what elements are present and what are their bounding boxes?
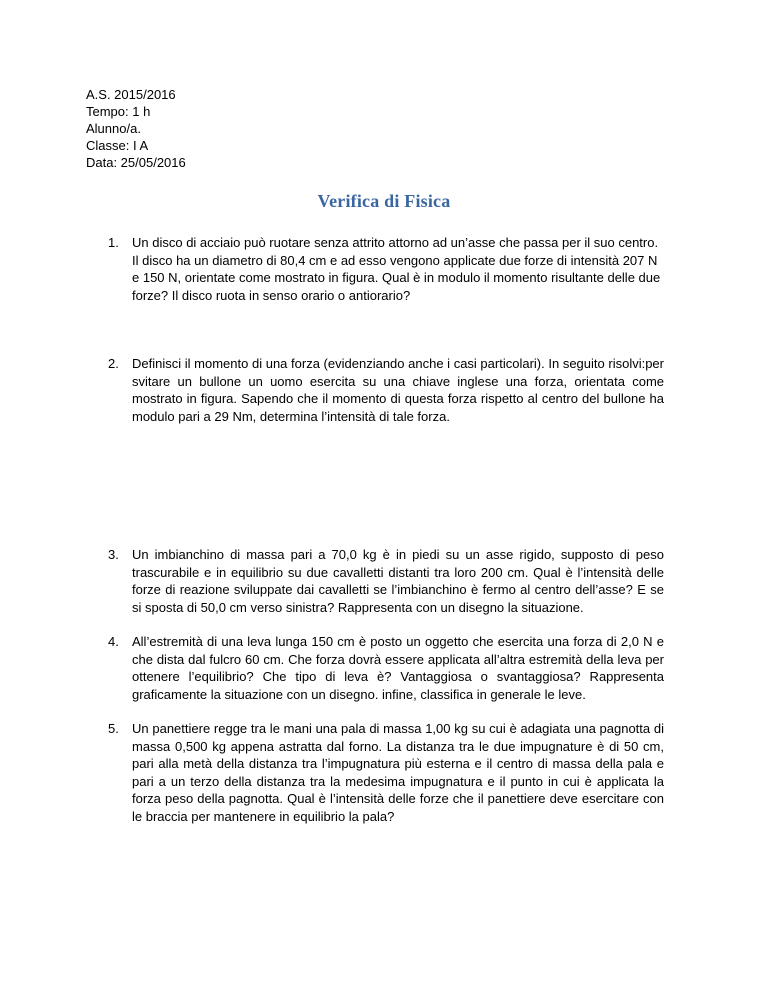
question-text: Un panettiere regge tra le mani una pala di massa 1,00 kg su cui è adagiata una pagnotta di massa 0,500 kg appena astratta dal forno. La distanza tra le due impugnature è di 50 cm, pari alla metà della distanza tra l’impugnatura più esterna e il centro di massa della pala e pari a un terzo della distanza tra la medesima impugnatura e il punto in cui è applicata la forza peso della pagnotta. Qual è l’intensità delle forze che il panettiere deve esercitare con le braccia per mantenere in equilibrio la pala? xyxy=(132,721,664,824)
question-text: Un imbianchino di massa pari a 70,0 kg è in piedi su un asse rigido, supposto di peso trascurabile e in equilibrio su due cavalletti distanti tra loro 200 cm. Qual è l’intensità delle forze di reazione sviluppate dai cavalletti se l’imbianchino è fermo al centro dell’asse? E se si sposta di 50,0 cm verso sinistra? Rappresenta con un disegno la situazione. xyxy=(132,547,664,615)
question-number: 5. xyxy=(108,721,119,736)
question-2 xyxy=(108,355,664,425)
question-5 xyxy=(108,720,664,825)
question-3 xyxy=(108,546,664,616)
question-number: 4. xyxy=(108,634,119,649)
document-header xyxy=(86,86,186,171)
document-title-text: Verifica di Fisica xyxy=(317,191,451,211)
question-number: 3. xyxy=(108,547,119,562)
date-field: Data: 25/05/2016 xyxy=(86,155,186,170)
document-title xyxy=(0,191,768,212)
question-number: 1. xyxy=(108,235,119,250)
question-1 xyxy=(108,234,664,304)
question-text: All’estremità di una leva lunga 150 cm è posto un oggetto che esercita una forza di 2,0 N e che dista dal fulcro 60 cm. Che forza dovrà essere applicata all’altra estremità della leva per ottenere l’equilibrio? Che tipo di leva è? Vantaggiosa o svantaggiosa? Rappresenta graficamente la situazione con un disegno. infine, classifica in generale le leve. xyxy=(132,634,664,702)
question-4 xyxy=(108,633,664,703)
school-year: A.S. 2015/2016 xyxy=(86,87,176,102)
question-text: Un disco di acciaio può ruotare senza attrito attorno ad un’asse che passa per il suo centro. Il disco ha un diametro di 80,4 cm e ad esso vengono applicate due forze di intensità 207 N e 150 N, orientate come mostrato in figura. Qual è in modulo il momento risultante delle due forze? Il disco ruota in senso orario o antiorario? xyxy=(132,235,661,303)
question-text: Definisci il momento di una forza (evidenziando anche i casi particolari). In seguito risolvi:per svitare un bullone un uomo esercita su una chiave inglese una forza, orientata come mostrato in figura. Sapendo che il momento di questa forza rispetto al centro del bullone ha modulo pari a 29 Nm, determina l’intensità di tale forza. xyxy=(132,356,664,424)
question-number: 2. xyxy=(108,356,119,371)
exam-time: Tempo: 1 h xyxy=(86,104,151,119)
student-field: Alunno/a. xyxy=(86,121,141,136)
class-field: Classe: I A xyxy=(86,138,149,153)
